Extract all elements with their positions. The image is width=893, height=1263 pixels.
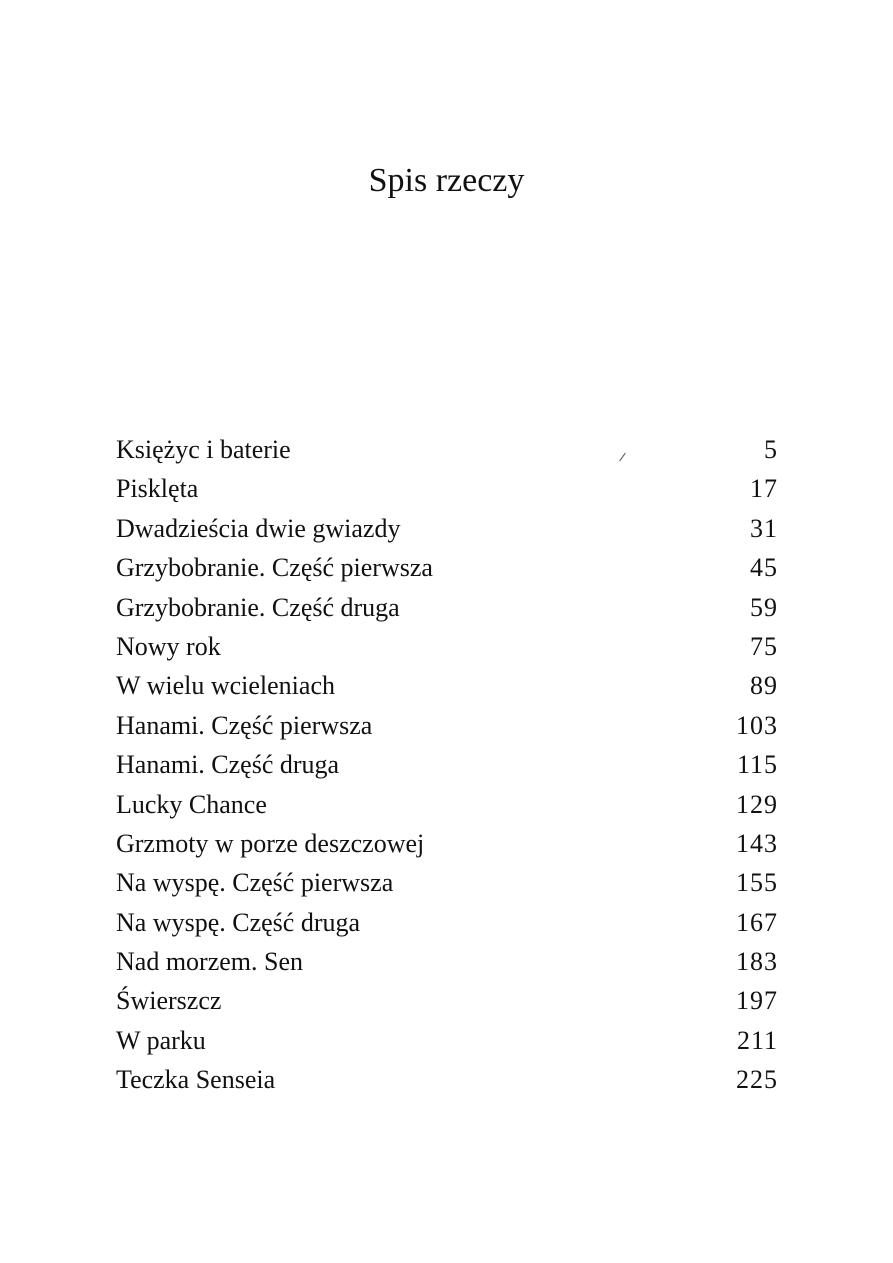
toc-entry[interactable] bbox=[116, 1060, 778, 1099]
toc-entry-title: Na wyspę. Część druga bbox=[116, 907, 361, 937]
toc-entry[interactable] bbox=[116, 785, 778, 824]
page-title: Spis rzeczy bbox=[368, 162, 525, 199]
toc-entry[interactable] bbox=[116, 548, 778, 587]
toc-entry[interactable] bbox=[116, 903, 778, 942]
toc-entry-page: 45 bbox=[750, 553, 778, 583]
toc-entry[interactable] bbox=[116, 942, 778, 981]
toc-entry-page: 5 bbox=[764, 435, 778, 464]
toc-entry-page: 143 bbox=[736, 828, 778, 858]
toc-entry[interactable] bbox=[116, 981, 778, 1020]
toc-entry-title: Nowy rok bbox=[116, 631, 221, 661]
table-of-contents bbox=[116, 430, 778, 1100]
toc-entry[interactable] bbox=[116, 509, 778, 548]
toc-entry-page: 129 bbox=[736, 789, 778, 819]
toc-entry-page: 103 bbox=[736, 710, 778, 740]
toc-entry-page: 75 bbox=[750, 631, 778, 661]
toc-entry-title: Księżyc i baterie bbox=[116, 435, 291, 464]
toc-entry-page: 211 bbox=[736, 1025, 778, 1055]
toc-entry[interactable] bbox=[116, 1021, 778, 1060]
toc-entry-title: Na wyspę. Część pierwsza bbox=[116, 868, 394, 898]
toc-entry-title: W parku bbox=[116, 1025, 206, 1055]
toc-entry[interactable] bbox=[116, 706, 778, 745]
toc-entry-page: 31 bbox=[750, 513, 778, 543]
toc-entry-title: W wielu wcieleniach bbox=[116, 671, 335, 701]
toc-entry-title: Hanami. Część druga bbox=[116, 750, 340, 780]
toc-entry-page: 115 bbox=[736, 750, 778, 780]
toc-entry[interactable] bbox=[116, 469, 778, 508]
toc-entry[interactable] bbox=[116, 627, 778, 666]
toc-entry[interactable] bbox=[116, 430, 778, 469]
toc-entry[interactable] bbox=[116, 863, 778, 902]
toc-entry-title: Hanami. Część pierwsza bbox=[116, 710, 373, 740]
toc-entry-page: 59 bbox=[750, 592, 778, 622]
toc-entry-title: Nad morzem. Sen bbox=[116, 947, 304, 977]
toc-entry-title: Teczka Senseia bbox=[116, 1065, 276, 1095]
toc-entry-title: Dwadzieścia dwie gwiazdy bbox=[116, 513, 401, 543]
toc-entry[interactable] bbox=[116, 824, 778, 863]
toc-entry-page: 225 bbox=[736, 1065, 778, 1095]
toc-entry-title: Lucky Chance bbox=[116, 789, 267, 819]
toc-entry-title: Świerszcz bbox=[116, 986, 222, 1016]
toc-entry-title: Grzmoty w porze deszczowej bbox=[116, 828, 425, 858]
toc-entry-title: Pisklęta bbox=[116, 474, 199, 504]
toc-entry[interactable] bbox=[116, 588, 778, 627]
toc-entry-page: 17 bbox=[750, 474, 778, 504]
toc-entry-page: 155 bbox=[736, 868, 778, 898]
toc-entry-page: 167 bbox=[736, 907, 778, 937]
toc-entry-page: 89 bbox=[750, 671, 778, 701]
toc-entry[interactable] bbox=[116, 666, 778, 705]
toc-entry[interactable] bbox=[116, 745, 778, 784]
toc-entry-title: Grzybobranie. Część druga bbox=[116, 592, 400, 622]
toc-entry-page: 183 bbox=[736, 947, 778, 977]
toc-entry-title: Grzybobranie. Część pierwsza bbox=[116, 553, 433, 583]
toc-entry-page: 197 bbox=[736, 986, 778, 1016]
